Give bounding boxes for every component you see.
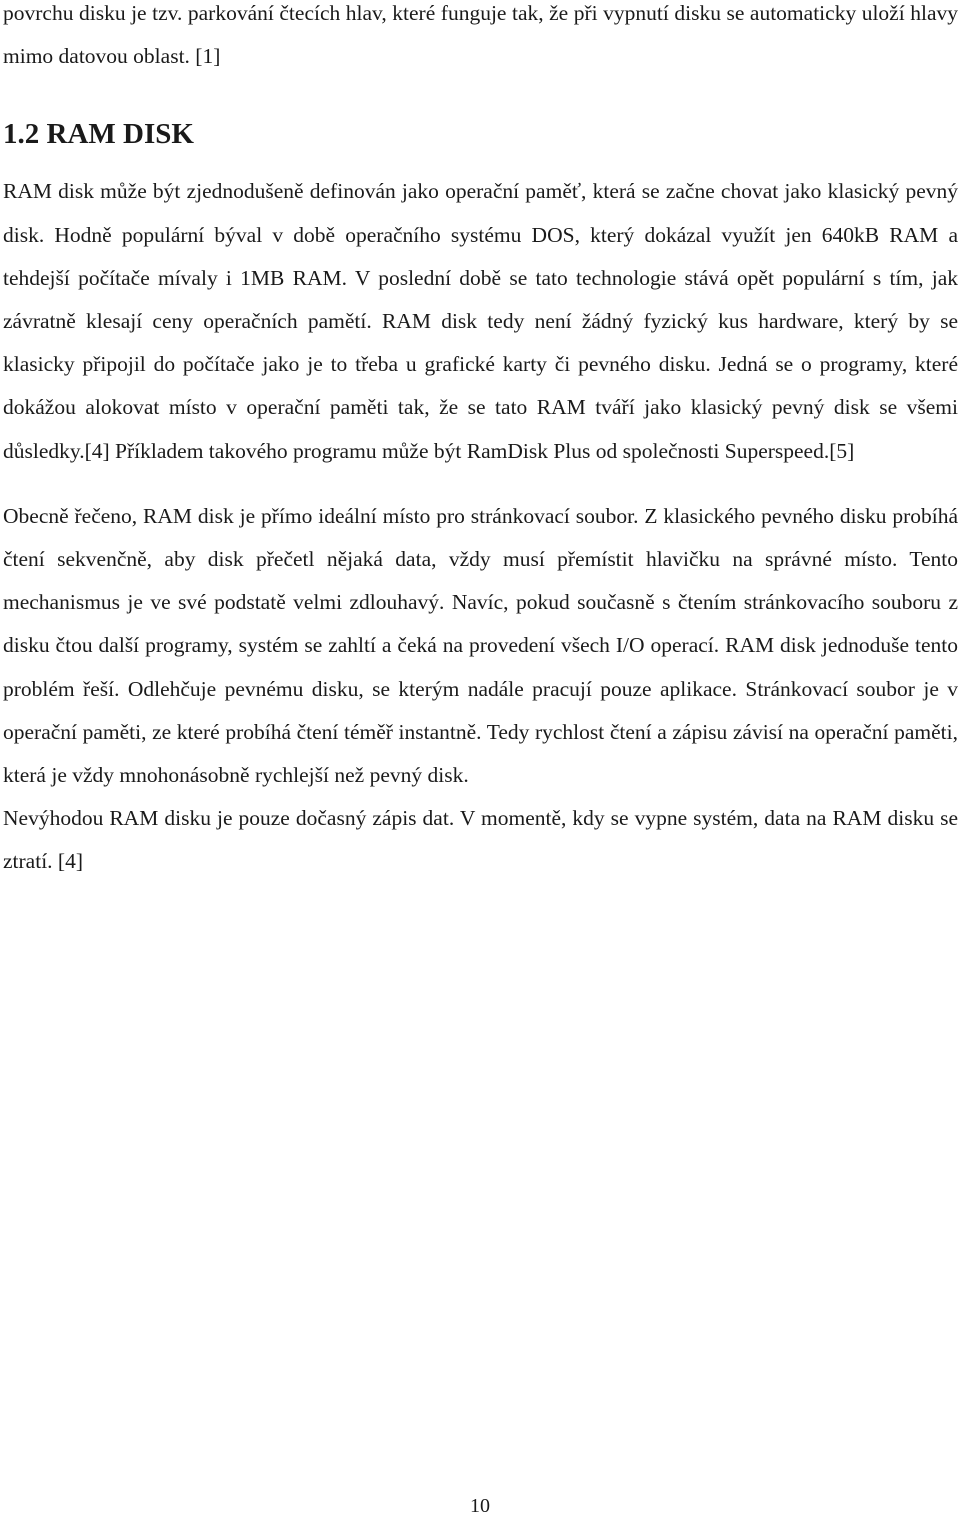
body-paragraph-3: Nevýhodou RAM disku je pouze dočasný zápis dat. V momentě, kdy se vypne systém, data na RAM disku se ztratí. [4] [3, 806, 958, 874]
body-paragraph-2: Obecně řečeno, RAM disk je přímo ideální místo pro stránkovací soubor. Z klasického pevného disku probíhá čtení sekvenčně, aby disk přečetl nějaká data, vždy musí přemístit hlavičku na správné místo. Tento mechanismus je ve své podstatě velmi zdlouhavý. Navíc, pokud současně s čtením stránkovacího souboru z disku čtou další programy, systém se zahltí a čeká na provedení všech I/O operací. RAM disk jednoduše tento problém řeší. Odlehčuje pevnému disku, se kterým nadále pracují pouze aplikace. Stránkovací soubor je v operační paměti, ze které probíhá čtení téměř instantně. Tedy rychlost čtení a zápisu závisí na operační paměti, která je vždy mnohonásobně rychlejší než pevný disk. [3, 503, 958, 788]
page-content [3, 0, 958, 884]
section-heading: 1.2 RAM DISK [3, 118, 194, 151]
page-number: 10 [470, 1495, 490, 1517]
body-paragraph-1: RAM disk může být zjednodušeně definován jako operační paměť, která se začne chovat jako klasický pevný disk. Hodně populární býval v době operačního systému DOS, který dokázal využít jen 640kB RAM a tehdejší počítače mívaly i 1MB RAM. V poslední době se tato technologie stává opět populární s tím, jak závratně klesají ceny operačních pamětí. RAM disk tedy není žádný fyzický kus hardware, který by se klasicky připojil do počítače jako je to třeba u grafické karty či pevného disku. Jedná se o programy, které dokážou alokovat místo v operační paměti tak, že se tato RAM tváří jako klasický pevný disk se všemi důsledky.[4] Příkladem takového programu může být RamDisk Plus od společnosti Superspeed.[5] [3, 179, 958, 463]
intro-paragraph: povrchu disku je tzv. parkování čtecích hlav, které funguje tak, že při vypnutí disku se automaticky uloží hlavy mimo datovou oblast. [1] [3, 1, 958, 69]
